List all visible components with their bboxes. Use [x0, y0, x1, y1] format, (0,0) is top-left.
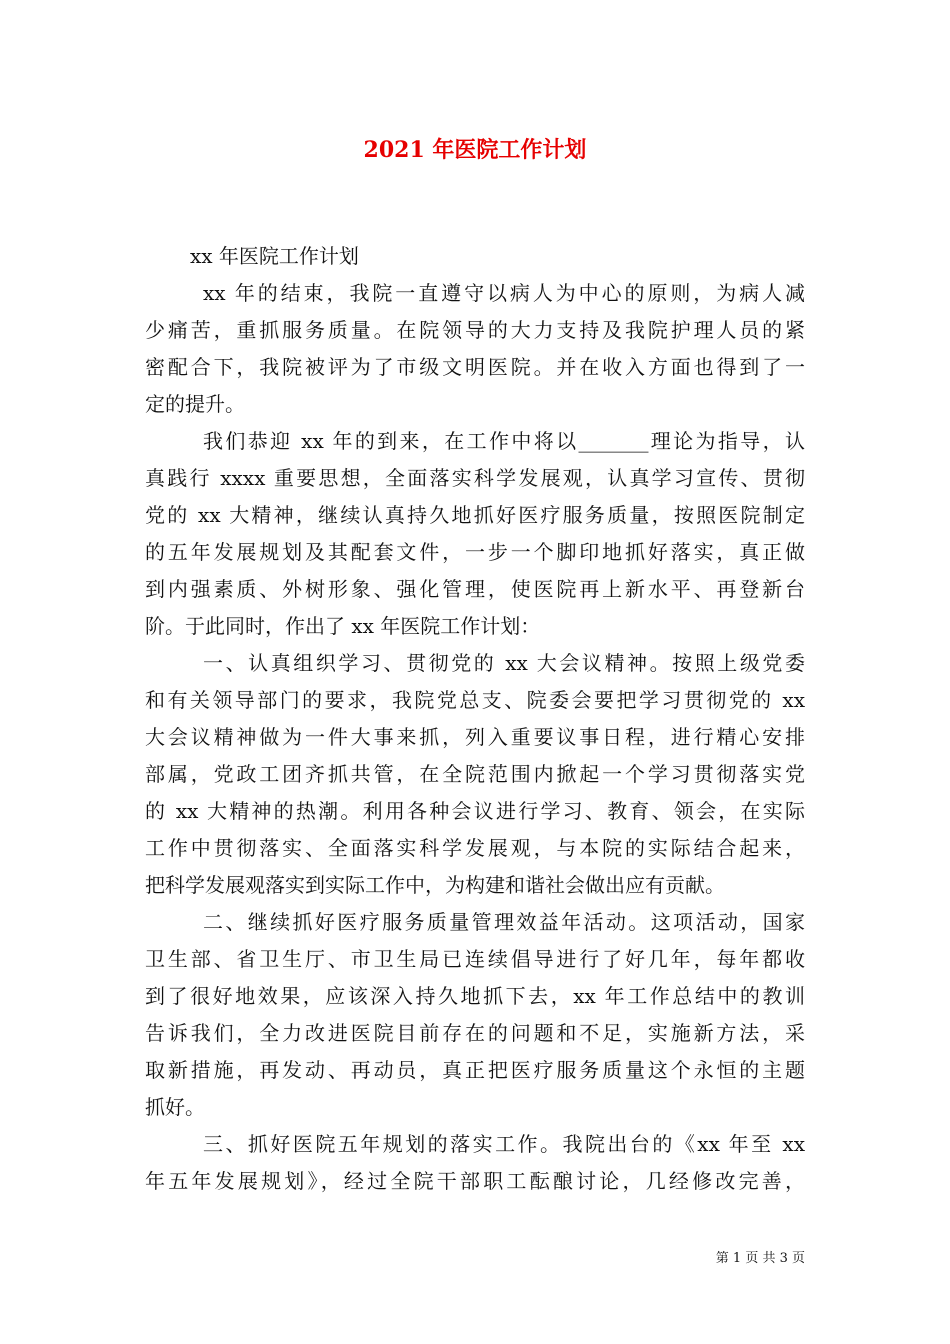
document-subtitle: xx 年医院工作计划 — [190, 244, 359, 268]
paragraph-3 — [145, 645, 805, 904]
paragraph-line: 和有关领导部门的要求，我院党总支、院委会要把学习贯彻党的 xx — [145, 688, 805, 712]
page-number-indicator: 第 1 页 共 3 页 — [715, 1251, 805, 1266]
paragraph-line: 党的 xx 大精神，继续认真持久地抓好医疗服务质量，按照医院制定 — [145, 503, 805, 527]
document-title: 2021 年医院工作计划 — [363, 137, 587, 163]
paragraph-line: 部属，党政工团齐抓共管，在全院范围内掀起一个学习贯彻落实党 — [145, 762, 805, 786]
paragraph-line: 取新措施，再发动、再动员，真正把医疗服务质量这个永恒的主题 — [145, 1058, 805, 1082]
paragraph-2 — [145, 423, 805, 645]
paragraph-line: 告诉我们，全力改进医院目前存在的问题和不足，实施新方法，采 — [145, 1021, 805, 1045]
paragraph-line: 三、抓好医院五年规划的落实工作。我院出台的《xx 年至 xx — [203, 1132, 805, 1156]
paragraph-line: 年五年发展规划》，经过全院干部职工酝酿讨论，几经修改完善， — [145, 1169, 805, 1193]
paragraph-line: 密配合下，我院被评为了市级文明医院。并在收入方面也得到了一 — [145, 355, 805, 379]
paragraph-line: 真践行 xxxx 重要思想，全面落实科学发展观，认真学习宣传、贯彻 — [145, 466, 805, 490]
paragraph-1 — [145, 275, 805, 423]
paragraph-line: 阶。于此同时，作出了 xx 年医院工作计划： — [145, 614, 541, 638]
paragraph-line: xx 年的结束，我院一直遵守以病人为中心的原则，为病人减 — [203, 281, 805, 305]
paragraph-line: 一、认真组织学习、贯彻党的 xx 大会议精神。按照上级党委 — [203, 651, 805, 675]
document-body — [145, 238, 805, 1200]
paragraph-line: 定的提升。 — [145, 392, 245, 416]
paragraph-line: 的五年发展规划及其配套文件，一步一个脚印地抓好落实，真正做 — [145, 540, 805, 564]
paragraph-line: 到内强素质、外树形象、强化管理，使医院再上新水平、再登新台 — [145, 577, 805, 601]
paragraph-line: 我们恭迎 xx 年的到来，在工作中将以_______理论为指导，认 — [203, 429, 805, 453]
paragraph-line: 抓好。 — [145, 1095, 205, 1119]
paragraph-line: 把科学发展观落实到实际工作中，为构建和谐社会做出应有贡献。 — [145, 873, 725, 897]
paragraph-4 — [145, 904, 805, 1126]
paragraph-line: 到了很好地效果，应该深入持久地抓下去，xx 年工作总结中的教训 — [145, 984, 805, 1008]
paragraph-line: 少痛苦，重抓服务质量。在院领导的大力支持及我院护理人员的紧 — [145, 318, 805, 342]
paragraph-5 — [145, 1126, 805, 1200]
paragraph-line: 大会议精神做为一件大事来抓，列入重要议事日程，进行精心安排 — [145, 725, 805, 749]
paragraph-line: 二、继续抓好医疗服务质量管理效益年活动。这项活动，国家 — [203, 910, 805, 934]
paragraph-line: 的 xx 大精神的热潮。利用各种会议进行学习、教育、领会，在实际 — [145, 799, 805, 823]
paragraph-line: 工作中贯彻落实、全面落实科学发展观，与本院的实际结合起来， — [145, 836, 805, 860]
paragraph-line: 卫生部、省卫生厅、市卫生局已连续倡导进行了好几年，每年都收 — [145, 947, 805, 971]
